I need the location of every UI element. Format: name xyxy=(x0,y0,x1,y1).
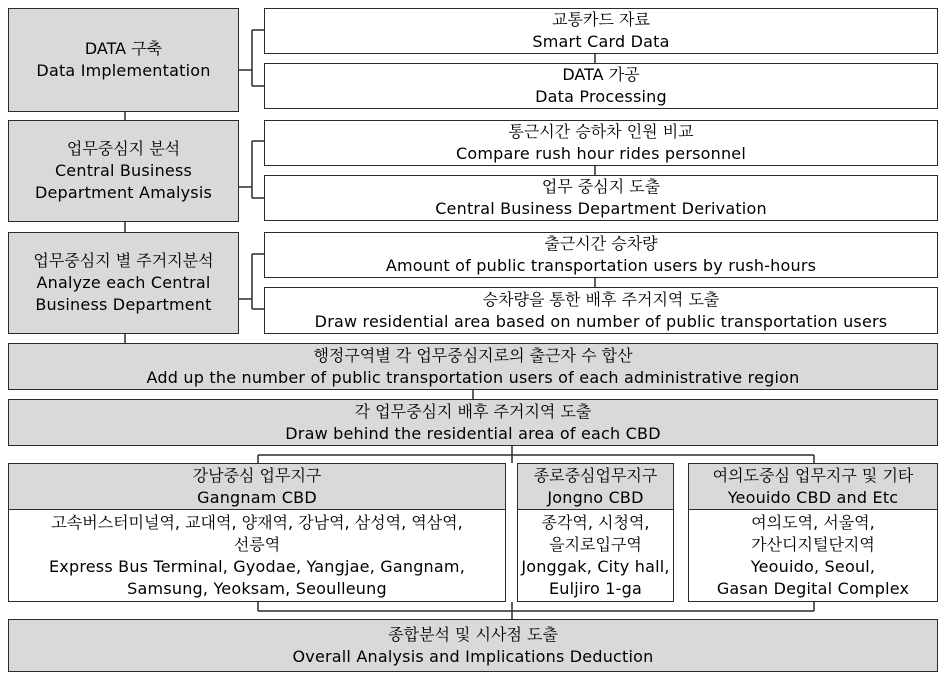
stage-cbd-analysis xyxy=(8,120,239,222)
stations-en-line2: Euljiro 1-ga xyxy=(548,578,642,598)
step-title-en: Compare rush hour rides personnel xyxy=(456,144,746,163)
step-title-ko: 출근시간 승차량 xyxy=(544,234,658,253)
stage-title-ko: 업무중심지 별 주거지분석 xyxy=(33,251,214,270)
step-title-en: Data Processing xyxy=(535,87,667,106)
stations-ko-line2: 가산디지털단지역 xyxy=(751,534,875,554)
step-draw-behind-residential xyxy=(8,399,938,446)
cbd-header xyxy=(518,464,673,510)
stations-ko-line1: 여의도역, 서울역, xyxy=(751,512,875,532)
stage-title-ko: 업무중심지 분석 xyxy=(66,139,181,158)
stations-en-line2: Samsung, Yeoksam, Seoulleung xyxy=(127,578,387,598)
stations-ko-line2: 을지로입구역 xyxy=(549,534,642,554)
stage-title-en-line1: Analyze each Central xyxy=(36,273,211,292)
step-title-ko: 교통카드 자료 xyxy=(552,10,650,29)
stage-title-en-line1: Central Business xyxy=(54,161,193,180)
step-title-en: Smart Card Data xyxy=(532,32,670,51)
step-draw-residential-area xyxy=(264,287,938,334)
step-title-ko: 각 업무중심지 배후 주거지역 도출 xyxy=(354,401,592,421)
cbd-jongno xyxy=(517,463,674,602)
step-rush-hour-boarding xyxy=(264,232,938,278)
stage-title-en: Data Implementation xyxy=(36,61,211,80)
cbd-title-ko: 여의도중심 업무지구 및 기타 xyxy=(712,465,914,485)
step-title-en: Draw residential area based on number of public transportation users xyxy=(314,311,888,331)
step-title-ko: 업무 중심지 도출 xyxy=(541,177,661,196)
cbd-gangnam xyxy=(8,463,506,602)
step-data-processing xyxy=(264,63,938,109)
stations-ko-line2: 선릉역 xyxy=(233,534,281,554)
step-add-up-users xyxy=(8,343,938,390)
stations-ko-line1: 고속버스터미널역, 교대역, 양재역, 강남역, 삼성역, 역삼역, xyxy=(51,512,463,532)
cbd-title-ko: 강남중심 업무지구 xyxy=(192,465,322,485)
cbd-stations xyxy=(9,510,505,601)
stations-en-line1: Jonggak, City hall, xyxy=(521,556,670,576)
stage-title-en-line2: Business Department xyxy=(35,295,212,314)
step-title-ko: DATA 가공 xyxy=(562,65,640,84)
step-title-ko: 통근시간 승하차 인원 비교 xyxy=(508,122,694,141)
cbd-title-en: Gangnam CBD xyxy=(197,487,317,507)
cbd-stations xyxy=(689,510,937,601)
step-overall-analysis xyxy=(8,619,938,672)
cbd-title-en: Jongno CBD xyxy=(547,487,644,507)
step-smart-card-data xyxy=(264,8,938,54)
cbd-header xyxy=(9,464,505,510)
step-title-en: Central Business Department Derivation xyxy=(435,199,767,218)
cbd-stations xyxy=(518,510,673,601)
step-compare-rush-hour xyxy=(264,120,938,166)
step-title-en: Add up the number of public transportation users of each administrative region xyxy=(146,367,800,387)
stations-en-line1: Express Bus Terminal, Gyodae, Yangjae, Gangnam, xyxy=(49,556,465,576)
cbd-header xyxy=(689,464,937,510)
step-title-ko: 행정구역별 각 업무중심지로의 출근자 수 합산 xyxy=(313,345,633,365)
stations-en-line2: Gasan Degital Complex xyxy=(716,578,910,598)
step-title-en: Overall Analysis and Implications Deduction xyxy=(292,646,654,666)
step-title-en: Amount of public transportation users by rush-hours xyxy=(385,256,817,275)
stage-title-ko: DATA 구축 xyxy=(84,39,163,58)
stage-data-implementation xyxy=(8,8,239,112)
cbd-title-en: Yeouido CBD and Etc xyxy=(727,487,899,507)
step-title-en: Draw behind the residential area of each CBD xyxy=(285,423,661,443)
stations-ko-line1: 종각역, 시청역, xyxy=(541,512,650,532)
cbd-yeouido xyxy=(688,463,938,602)
cbd-title-ko: 종로중심업무지구 xyxy=(533,465,658,485)
step-title-ko: 승차량을 통한 배후 주거지역 도출 xyxy=(482,289,720,309)
stations-en-line1: Yeouido, Seoul, xyxy=(750,556,876,576)
stage-title-en-line2: Department Amalysis xyxy=(34,183,213,202)
stage-residential-analysis xyxy=(8,232,239,334)
step-cbd-derivation xyxy=(264,175,938,221)
step-title-ko: 종합분석 및 시사점 도출 xyxy=(388,624,558,644)
